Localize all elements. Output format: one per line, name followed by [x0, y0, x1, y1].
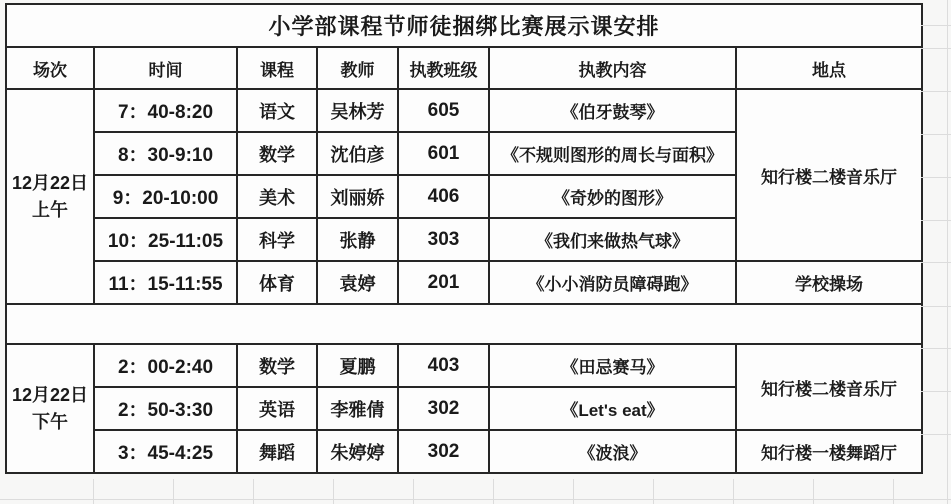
header-subject: 课程	[237, 47, 317, 89]
header-content: 执教内容	[489, 47, 736, 89]
header-teacher: 教师	[317, 47, 398, 89]
teacher-cell: 夏鹏	[317, 344, 398, 387]
teacher-cell: 刘丽娇	[317, 175, 398, 218]
session-cell-afternoon	[6, 344, 94, 473]
class-cell: 201	[398, 261, 489, 304]
table-row	[6, 261, 922, 304]
location-cell-morning-last: 学校操场	[736, 261, 922, 304]
class-cell: 406	[398, 175, 489, 218]
header-class: 执教班级	[398, 47, 489, 89]
teacher-cell: 朱婷婷	[317, 430, 398, 473]
table-title: 小学部课程节师徒捆绑比赛展示课安排	[6, 4, 922, 47]
content-cell: 《伯牙鼓琴》	[489, 89, 736, 132]
session-cell-morning	[6, 89, 94, 304]
spreadsheet-gridline	[493, 479, 494, 504]
time-cell: 8：30-9:10	[94, 132, 237, 175]
subject-cell: 体育	[237, 261, 317, 304]
table-row	[6, 344, 922, 387]
class-cell: 303	[398, 218, 489, 261]
session-date: 12月22日	[11, 172, 89, 193]
spreadsheet-gridline	[733, 479, 734, 504]
spreadsheet-gridline	[253, 479, 254, 504]
time-cell: 2：00-2:40	[94, 344, 237, 387]
teacher-cell: 张静	[317, 218, 398, 261]
session-period: 下午	[32, 411, 68, 432]
table-row	[6, 430, 922, 473]
separator-cell	[6, 304, 922, 344]
subject-cell: 舞蹈	[237, 430, 317, 473]
header-session: 场次	[6, 47, 94, 89]
time-cell: 9：20-10:00	[94, 175, 237, 218]
content-cell: 《Let's eat》	[489, 387, 736, 430]
time-cell: 11：15-11:55	[94, 261, 237, 304]
class-cell: 302	[398, 430, 489, 473]
time-cell: 10：25-11:05	[94, 218, 237, 261]
time-cell: 7：40-8:20	[94, 89, 237, 132]
class-cell: 601	[398, 132, 489, 175]
spreadsheet-gridline	[413, 479, 414, 504]
content-cell: 《田忌赛马》	[489, 344, 736, 387]
spreadsheet-gridline	[653, 479, 654, 504]
location-cell-morning-main: 知行楼二楼音乐厅	[736, 89, 922, 261]
content-cell: 《波浪》	[489, 430, 736, 473]
teacher-cell: 袁婷	[317, 261, 398, 304]
session-date: 12月22日	[11, 384, 89, 405]
subject-cell: 数学	[237, 344, 317, 387]
session-period: 上午	[32, 199, 68, 220]
content-cell: 《小小消防员障碍跑》	[489, 261, 736, 304]
spreadsheet-gridline	[0, 499, 951, 500]
teacher-cell: 李雅倩	[317, 387, 398, 430]
table-row	[6, 89, 922, 132]
separator-row	[6, 304, 922, 344]
spreadsheet-gridline	[947, 0, 948, 504]
subject-cell: 美术	[237, 175, 317, 218]
subject-cell: 数学	[237, 132, 317, 175]
content-cell: 《我们来做热气球》	[489, 218, 736, 261]
time-cell: 3：45-4:25	[94, 430, 237, 473]
content-cell: 《奇妙的图形》	[489, 175, 736, 218]
class-cell: 403	[398, 344, 489, 387]
class-cell: 605	[398, 89, 489, 132]
location-cell-afternoon-main: 知行楼二楼音乐厅	[736, 344, 922, 430]
subject-cell: 科学	[237, 218, 317, 261]
spreadsheet-gridline	[93, 479, 94, 504]
subject-cell: 英语	[237, 387, 317, 430]
spreadsheet-gridline	[813, 479, 814, 504]
spreadsheet-gridline	[893, 479, 894, 504]
time-cell: 2：50-3:30	[94, 387, 237, 430]
teacher-cell: 沈伯彦	[317, 132, 398, 175]
content-cell: 《不规则图形的周长与面积》	[489, 132, 736, 175]
spreadsheet-gridline	[573, 479, 574, 504]
subject-cell: 语文	[237, 89, 317, 132]
schedule-table	[5, 3, 923, 474]
spreadsheet-gridline	[333, 479, 334, 504]
header-location: 地点	[736, 47, 922, 89]
teacher-cell: 吴林芳	[317, 89, 398, 132]
spreadsheet-gridline	[173, 479, 174, 504]
location-cell-afternoon-last: 知行楼一楼舞蹈厅	[736, 430, 922, 473]
header-time: 时间	[94, 47, 237, 89]
class-cell: 302	[398, 387, 489, 430]
